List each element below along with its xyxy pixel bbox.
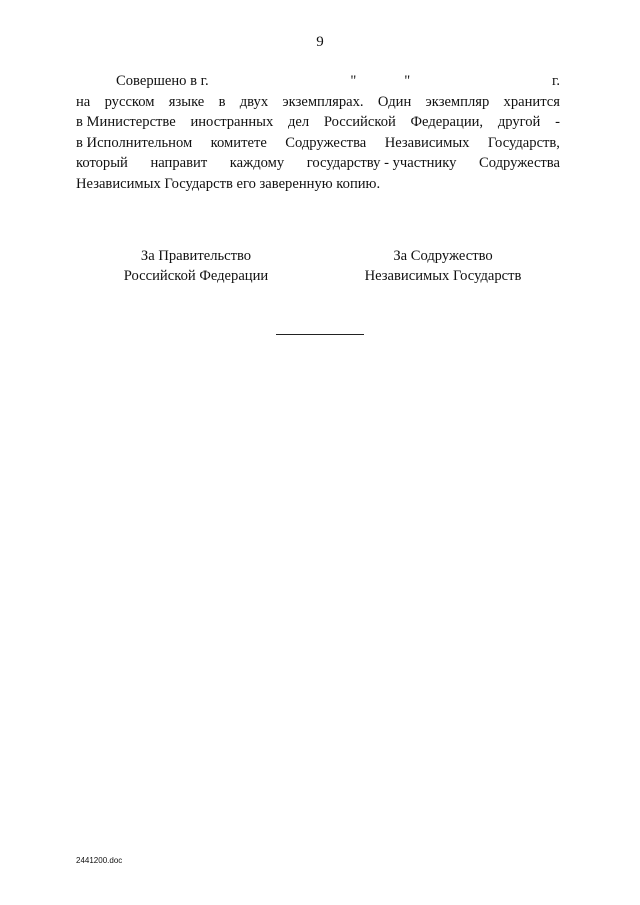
page-number: 9: [316, 34, 324, 50]
signature-left-line2: Российской Федерации: [123, 268, 269, 284]
text-line-4: в Исполнительном комитете Содружества Независимых Государств,: [76, 134, 560, 151]
text-line-2: на русском языке в двух экземплярах. Один экземпляр хранится: [76, 93, 560, 110]
signature-right-line1: За Содружество: [393, 248, 493, 264]
text-line-1: [76, 71, 560, 92]
signature-block-right: [346, 246, 540, 286]
signature-left-line1: За Правительство: [140, 248, 252, 264]
signature-right-line2: Независимых Государств: [364, 268, 522, 284]
document-body: [76, 71, 560, 194]
end-rule: [276, 334, 364, 335]
year-abbreviation: г.: [551, 73, 560, 89]
signature-block-left: [106, 246, 286, 286]
opening-quote: ": [350, 73, 357, 89]
text-line-6: Независимых Государств его заверенную копию.: [76, 175, 381, 192]
text-line-5: который направит каждому государству - участнику Содружества: [76, 155, 560, 171]
text-line-3: в Министерстве иностранных дел Российской Федерации, другой -: [76, 114, 560, 130]
footer-filename: 2441200.doc: [76, 856, 123, 865]
done-in-text: Совершено в г.: [116, 73, 209, 89]
closing-quote: ": [404, 73, 411, 89]
